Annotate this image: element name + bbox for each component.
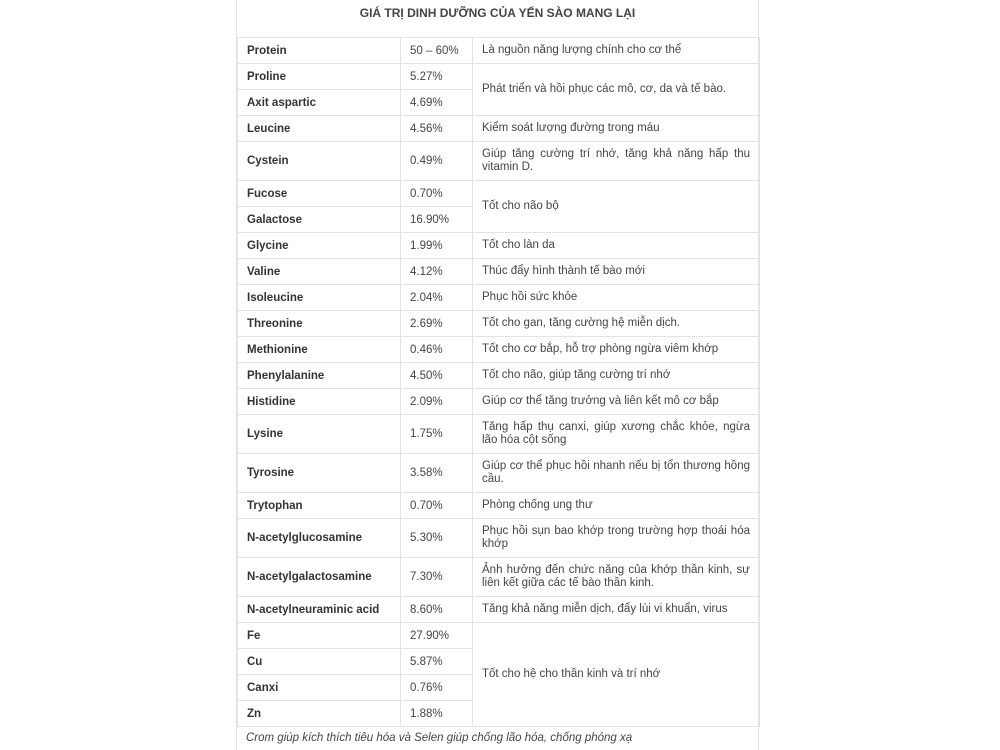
nutrient-benefit: Phòng chống ung thư <box>473 493 760 519</box>
nutrient-name: N-acetylneuraminic acid <box>238 597 401 623</box>
nutrient-benefit: Tốt cho não, giúp tăng cường trí nhớ <box>473 363 760 389</box>
nutrient-benefit: Tốt cho gan, tăng cường hệ miễn dịch. <box>473 311 760 337</box>
nutrient-value: 2.04% <box>401 285 473 311</box>
table-row <box>238 142 760 181</box>
table-row <box>238 181 760 207</box>
nutrient-name: Phenylalanine <box>238 363 401 389</box>
nutrition-panel <box>236 0 759 750</box>
nutrient-name: Lysine <box>238 415 401 454</box>
nutrient-value: 0.46% <box>401 337 473 363</box>
nutrient-name: Zn <box>238 701 401 727</box>
nutrient-value: 4.12% <box>401 259 473 285</box>
nutrient-value: 4.50% <box>401 363 473 389</box>
nutrient-name: Axit aspartic <box>238 90 401 116</box>
nutrient-value: 0.70% <box>401 493 473 519</box>
nutrient-name: Histidine <box>238 389 401 415</box>
table-row <box>238 337 760 363</box>
nutrition-table <box>237 37 760 727</box>
table-row <box>238 558 760 597</box>
nutrient-value: 5.87% <box>401 649 473 675</box>
nutrient-name: Glycine <box>238 233 401 259</box>
nutrient-value: 1.99% <box>401 233 473 259</box>
nutrient-value: 2.69% <box>401 311 473 337</box>
nutrient-name: Fe <box>238 623 401 649</box>
nutrient-benefit: Kiểm soát lượng đường trong máu <box>473 116 760 142</box>
nutrient-name: Proline <box>238 64 401 90</box>
nutrient-benefit: Tốt cho hệ cho thần kinh và trí nhớ <box>473 623 760 727</box>
nutrient-value: 2.09% <box>401 389 473 415</box>
table-row <box>238 493 760 519</box>
nutrient-name: N-acetylglucosamine <box>238 519 401 558</box>
nutrient-benefit: Giúp cơ thể tăng trưởng và liên kết mô cơ bắp <box>473 389 760 415</box>
table-row <box>238 623 760 649</box>
table-row <box>238 233 760 259</box>
nutrient-name: Isoleucine <box>238 285 401 311</box>
table-row <box>238 116 760 142</box>
nutrient-value: 5.27% <box>401 64 473 90</box>
nutrient-benefit: Tăng khả năng miễn dịch, đẩy lùi vi khuẩn, virus <box>473 597 760 623</box>
nutrient-benefit: Ảnh hưởng đến chức năng của khớp thần kinh, sự liên kết giữa các tế bào thần kinh. <box>473 558 760 597</box>
nutrient-value: 4.69% <box>401 90 473 116</box>
nutrient-name: Canxi <box>238 675 401 701</box>
nutrient-value: 0.70% <box>401 181 473 207</box>
nutrient-benefit: Phát triển và hồi phục các mô, cơ, da và tế bào. <box>473 64 760 116</box>
nutrient-benefit: Phục hồi sức khỏe <box>473 285 760 311</box>
table-row <box>238 38 760 64</box>
table-row <box>238 259 760 285</box>
nutrient-benefit: Giúp tăng cường trí nhớ, tăng khả năng hấp thu vitamin D. <box>473 142 760 181</box>
nutrient-benefit: Tốt cho làn da <box>473 233 760 259</box>
nutrient-value: 0.49% <box>401 142 473 181</box>
nutrient-value: 3.58% <box>401 454 473 493</box>
nutrient-name: Galactose <box>238 207 401 233</box>
table-row <box>238 519 760 558</box>
nutrient-benefit: Là nguồn năng lượng chính cho cơ thể <box>473 38 760 64</box>
nutrient-benefit: Phục hồi sụn bao khớp trong trường hợp thoái hóa khớp <box>473 519 760 558</box>
nutrient-benefit: Tốt cho não bộ <box>473 181 760 233</box>
nutrient-value: 7.30% <box>401 558 473 597</box>
nutrient-value: 1.75% <box>401 415 473 454</box>
nutrient-value: 1.88% <box>401 701 473 727</box>
nutrient-name: Protein <box>238 38 401 64</box>
table-row <box>238 64 760 90</box>
nutrient-benefit: Tăng hấp thụ canxi, giúp xương chắc khỏe, ngừa lão hóa cột sống <box>473 415 760 454</box>
nutrient-value: 27.90% <box>401 623 473 649</box>
nutrient-name: Cystein <box>238 142 401 181</box>
nutrient-value: 4.56% <box>401 116 473 142</box>
nutrient-name: Fucose <box>238 181 401 207</box>
table-row <box>238 415 760 454</box>
nutrient-value: 16.90% <box>401 207 473 233</box>
nutrient-name: Tyrosine <box>238 454 401 493</box>
table-row <box>238 454 760 493</box>
nutrient-name: N-acetylgalactosamine <box>238 558 401 597</box>
nutrient-name: Cu <box>238 649 401 675</box>
nutrient-name: Threonine <box>238 311 401 337</box>
nutrient-name: Trytophan <box>238 493 401 519</box>
nutrient-benefit: Tốt cho cơ bắp, hỗ trợ phòng ngừa viêm khớp <box>473 337 760 363</box>
nutrient-name: Methionine <box>238 337 401 363</box>
table-row <box>238 389 760 415</box>
table-title: GIÁ TRỊ DINH DƯỠNG CỦA YẾN SÀO MANG LẠI <box>359 6 636 20</box>
table-row <box>238 285 760 311</box>
footnote: Crom giúp kích thích tiêu hóa và Selen giúp chống lão hóa, chống phóng xạ <box>246 732 633 744</box>
nutrient-name: Valine <box>238 259 401 285</box>
table-row <box>238 363 760 389</box>
nutrient-value: 0.76% <box>401 675 473 701</box>
table-row <box>238 597 760 623</box>
table-row <box>238 311 760 337</box>
nutrient-name: Leucine <box>238 116 401 142</box>
nutrient-value: 5.30% <box>401 519 473 558</box>
nutrient-value: 8.60% <box>401 597 473 623</box>
nutrient-value: 50 – 60% <box>401 38 473 64</box>
nutrient-benefit: Thúc đẩy hình thành tế bào mới <box>473 259 760 285</box>
nutrient-benefit: Giúp cơ thể phục hồi nhanh nếu bị tổn thương hồng cầu. <box>473 454 760 493</box>
